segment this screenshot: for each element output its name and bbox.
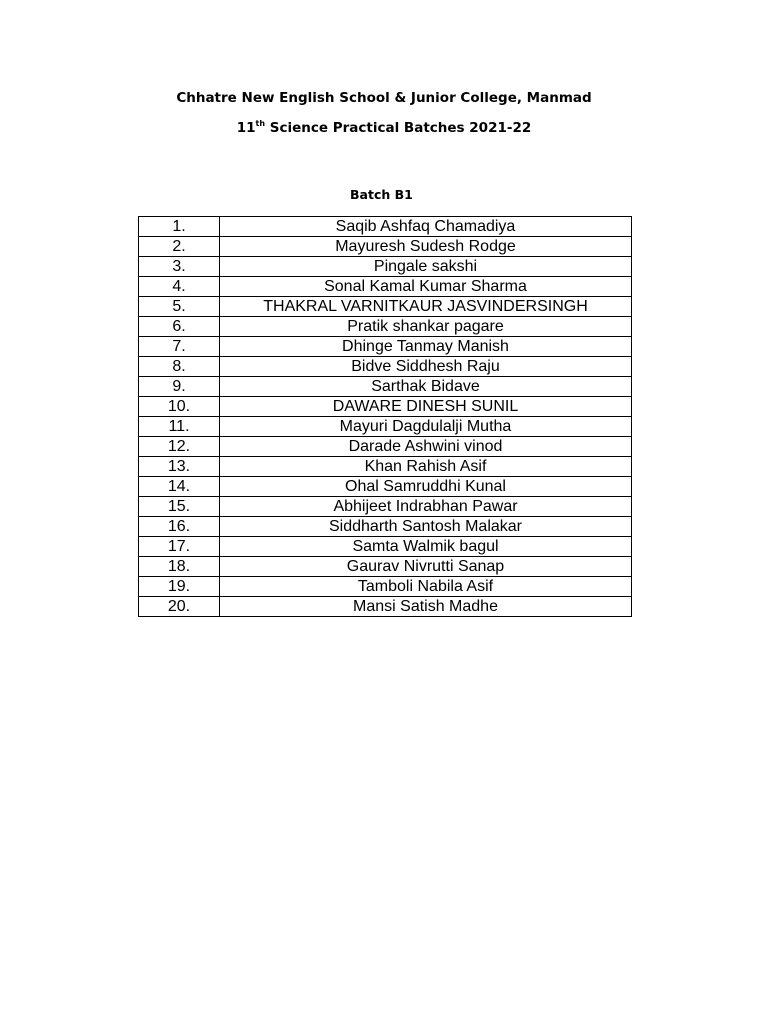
serial-number-cell: 4. [139, 277, 220, 297]
student-name-cell: Ohal Samruddhi Kunal [220, 477, 632, 497]
student-name-cell: Bidve Siddhesh Raju [220, 357, 632, 377]
serial-number-cell: 10. [139, 397, 220, 417]
table-row [139, 597, 632, 617]
table-row [139, 417, 632, 437]
table-row [139, 357, 632, 377]
table-row [139, 477, 632, 497]
student-roster-table [138, 216, 632, 617]
student-name-cell: THAKRAL VARNITKAUR JASVINDERSINGH [220, 297, 632, 317]
table-row [139, 497, 632, 517]
batches-title-grade: 11 [236, 120, 256, 136]
serial-number-cell: 3. [139, 257, 220, 277]
student-name-cell: Darade Ashwini vinod [220, 437, 632, 457]
table-row [139, 377, 632, 397]
table-row [139, 457, 632, 477]
serial-number-cell: 18. [139, 557, 220, 577]
table-row [139, 537, 632, 557]
serial-number-cell: 1. [139, 217, 220, 237]
batches-title-text: Science Practical Batches 2021-22 [265, 120, 532, 136]
serial-number-cell: 19. [139, 577, 220, 597]
student-name-cell: Dhinge Tanmay Manish [220, 337, 632, 357]
student-name-cell: Abhijeet Indrabhan Pawar [220, 497, 632, 517]
table-row [139, 337, 632, 357]
serial-number-cell: 2. [139, 237, 220, 257]
serial-number-cell: 17. [139, 537, 220, 557]
batches-title [0, 118, 768, 138]
table-row [139, 577, 632, 597]
serial-number-cell: 12. [139, 437, 220, 457]
student-name-cell: Gaurav Nivrutti Sanap [220, 557, 632, 577]
student-name-cell: Pingale sakshi [220, 257, 632, 277]
table-row [139, 277, 632, 297]
student-name-cell: Mayuri Dagdulalji Mutha [220, 417, 632, 437]
student-roster-body [139, 217, 632, 617]
student-name-cell: Sonal Kamal Kumar Sharma [220, 277, 632, 297]
table-row [139, 217, 632, 237]
table-row [139, 397, 632, 417]
serial-number-cell: 16. [139, 517, 220, 537]
table-row [139, 437, 632, 457]
table-row [139, 517, 632, 537]
table-row [139, 237, 632, 257]
student-name-cell: Mansi Satish Madhe [220, 597, 632, 617]
serial-number-cell: 5. [139, 297, 220, 317]
student-name-cell: Siddharth Santosh Malakar [220, 517, 632, 537]
serial-number-cell: 11. [139, 417, 220, 437]
table-row [139, 317, 632, 337]
student-name-cell: Pratik shankar pagare [220, 317, 632, 337]
table-row [139, 557, 632, 577]
batch-label: Batch B1 [350, 187, 413, 202]
serial-number-cell: 6. [139, 317, 220, 337]
student-name-cell: Khan Rahish Asif [220, 457, 632, 477]
serial-number-cell: 15. [139, 497, 220, 517]
serial-number-cell: 13. [139, 457, 220, 477]
student-name-cell: Mayuresh Sudesh Rodge [220, 237, 632, 257]
student-name-cell: Sarthak Bidave [220, 377, 632, 397]
serial-number-cell: 8. [139, 357, 220, 377]
serial-number-cell: 9. [139, 377, 220, 397]
student-name-cell: Saqib Ashfaq Chamadiya [220, 217, 632, 237]
student-name-cell: Tamboli Nabila Asif [220, 577, 632, 597]
serial-number-cell: 20. [139, 597, 220, 617]
table-row [139, 257, 632, 277]
student-name-cell: Samta Walmik bagul [220, 537, 632, 557]
student-name-cell: DAWARE DINESH SUNIL [220, 397, 632, 417]
table-row [139, 297, 632, 317]
serial-number-cell: 14. [139, 477, 220, 497]
school-title: Chhatre New English School & Junior College, Manmad [176, 90, 592, 106]
serial-number-cell: 7. [139, 337, 220, 357]
batches-title-superscript: th [255, 119, 266, 128]
